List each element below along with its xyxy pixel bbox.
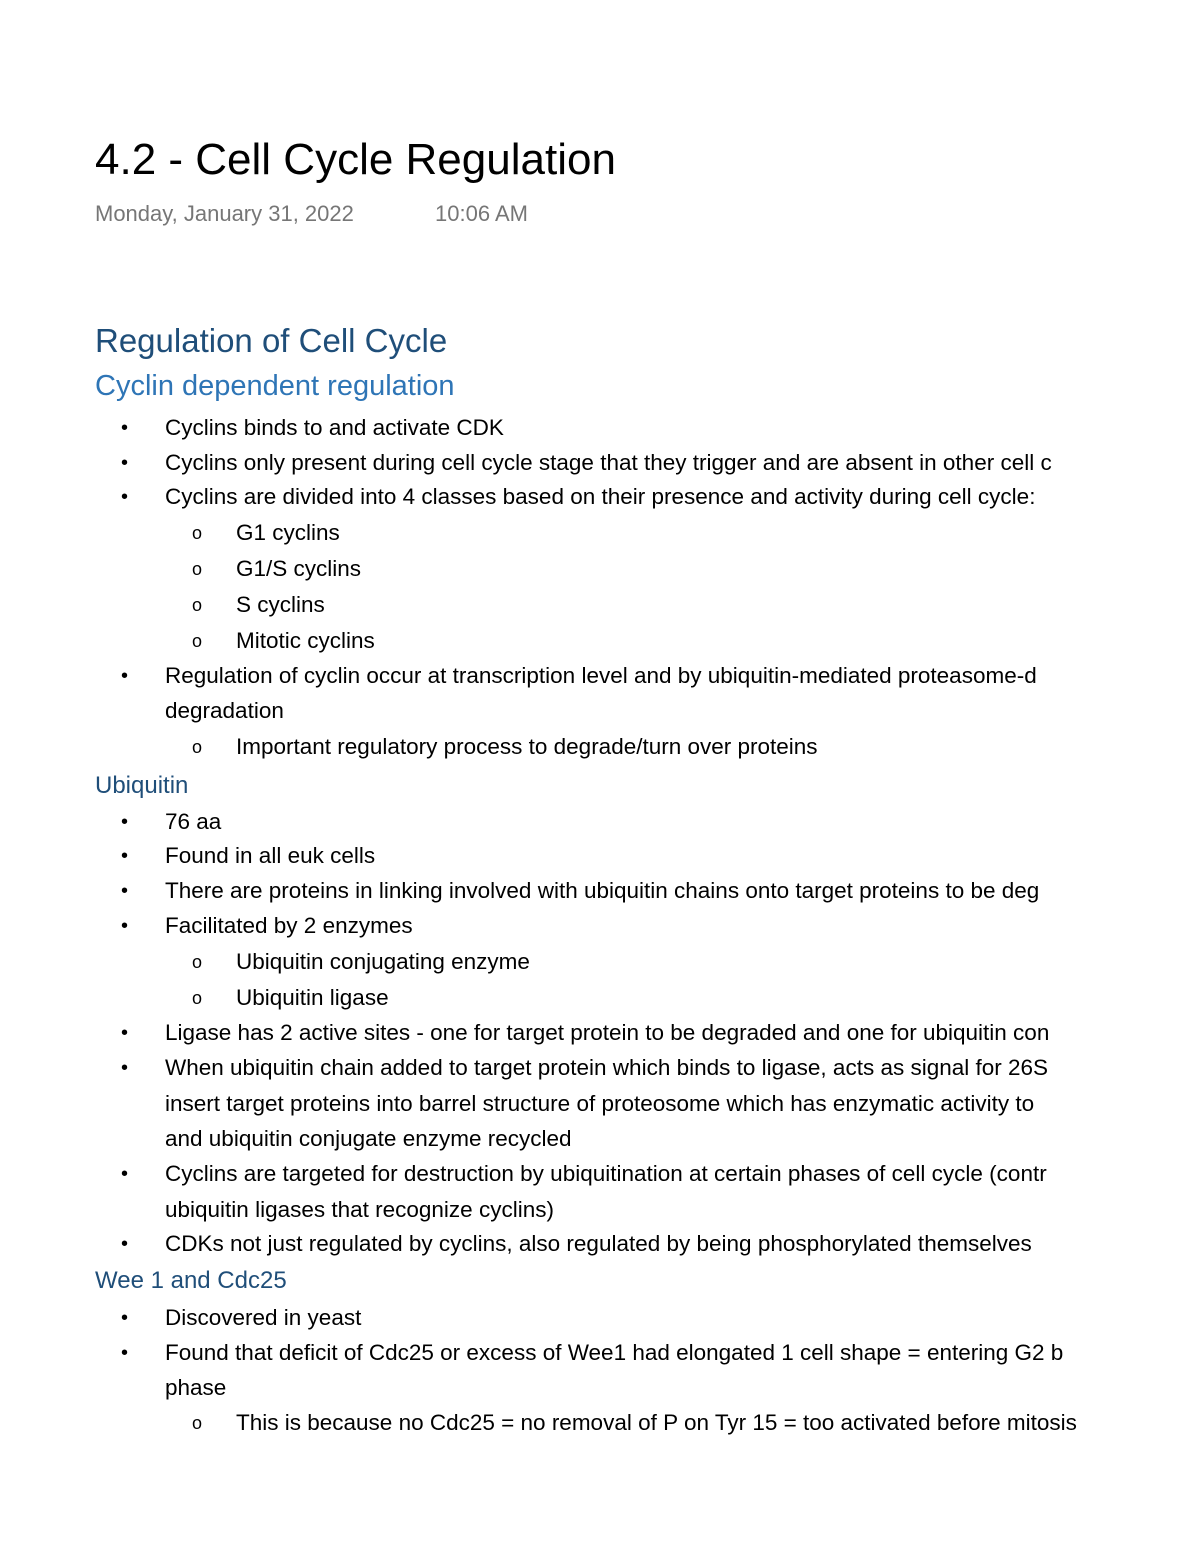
- subsection-heading-cyclin: Cyclin dependent regulation: [95, 370, 455, 402]
- list-item: G1 cyclins: [236, 520, 340, 545]
- subsection-heading-wee1-cdc25: Wee 1 and Cdc25: [95, 1267, 287, 1294]
- list-item: CDKs not just regulated by cyclins, also regulated by being phosphorylated themselves: [165, 1231, 1032, 1256]
- list-item: Ubiquitin ligase: [236, 985, 389, 1010]
- sub-bullet-icon: o: [192, 1413, 203, 1433]
- list-item-continuation: degradation: [165, 698, 284, 723]
- list-item: There are proteins in linking involved with ubiquitin chains onto target proteins to be deg: [165, 878, 1040, 903]
- note-time: 10:06 AM: [435, 201, 528, 226]
- list-item: G1/S cyclins: [236, 556, 362, 581]
- bullet-icon: •: [121, 845, 129, 867]
- list-item-continuation: ubiquitin ligases that recognize cyclins): [165, 1197, 554, 1222]
- note-date: Monday, January 31, 2022: [95, 201, 354, 226]
- bullet-icon: •: [121, 417, 129, 439]
- bullet-icon: •: [121, 1163, 129, 1185]
- bullet-icon: •: [121, 915, 129, 937]
- bullet-icon: •: [121, 486, 129, 508]
- sub-bullet-icon: o: [192, 988, 203, 1008]
- bullet-icon: •: [121, 665, 129, 687]
- sub-bullet-icon: o: [192, 559, 203, 579]
- list-item: Cyclins are targeted for destruction by ubiquitination at certain phases of cell cycle (contr: [165, 1161, 1047, 1186]
- list-item: Ubiquitin conjugating enzyme: [236, 949, 530, 974]
- list-item: Ligase has 2 active sites - one for target protein to be degraded and one for ubiquitin con: [165, 1020, 1050, 1045]
- sub-bullet-icon: o: [192, 952, 203, 972]
- sub-bullet-icon: o: [192, 595, 203, 615]
- list-item-continuation: and ubiquitin conjugate enzyme recycled: [165, 1126, 572, 1151]
- list-item: S cyclins: [236, 592, 325, 617]
- bullet-icon: •: [121, 1307, 129, 1329]
- page-title: 4.2 - Cell Cycle Regulation: [95, 135, 616, 184]
- subsection-heading-ubiquitin: Ubiquitin: [95, 772, 189, 799]
- bullet-icon: •: [121, 880, 129, 902]
- list-item: 76 aa: [165, 809, 222, 834]
- sub-bullet-icon: o: [192, 631, 203, 651]
- bullet-icon: •: [121, 1022, 129, 1044]
- sub-bullet-icon: o: [192, 523, 203, 543]
- bullet-icon: •: [121, 1057, 129, 1079]
- list-item: Cyclins binds to and activate CDK: [165, 415, 504, 440]
- list-item: Found that deficit of Cdc25 or excess of Wee1 had elongated 1 cell shape = entering G2 b: [165, 1340, 1064, 1365]
- list-item: Regulation of cyclin occur at transcription level and by ubiquitin-mediated proteasome-d: [165, 663, 1037, 688]
- list-item: This is because no Cdc25 = no removal of P on Tyr 15 = too activated before mitosis: [236, 1410, 1077, 1435]
- list-item: Facilitated by 2 enzymes: [165, 913, 413, 938]
- bullet-icon: •: [121, 1233, 129, 1255]
- bullet-icon: •: [121, 1342, 129, 1364]
- section-heading: Regulation of Cell Cycle: [95, 322, 448, 359]
- bullet-icon: •: [121, 811, 129, 833]
- list-item: Mitotic cyclins: [236, 628, 375, 653]
- list-item-continuation: phase: [165, 1375, 227, 1400]
- list-item: Cyclins only present during cell cycle stage that they trigger and are absent in other cell c: [165, 450, 1052, 475]
- list-item: Important regulatory process to degrade/turn over proteins: [236, 734, 818, 759]
- sub-bullet-icon: o: [192, 737, 203, 757]
- list-item: Cyclins are divided into 4 classes based on their presence and activity during cell cycle:: [165, 484, 1036, 509]
- list-item: Discovered in yeast: [165, 1305, 362, 1330]
- list-item: Found in all euk cells: [165, 843, 376, 868]
- bullet-icon: •: [121, 452, 129, 474]
- list-item: When ubiquitin chain added to target protein which binds to ligase, acts as signal for 26S: [165, 1055, 1049, 1080]
- list-item-continuation: insert target proteins into barrel structure of proteosome which has enzymatic activity to: [165, 1091, 1035, 1116]
